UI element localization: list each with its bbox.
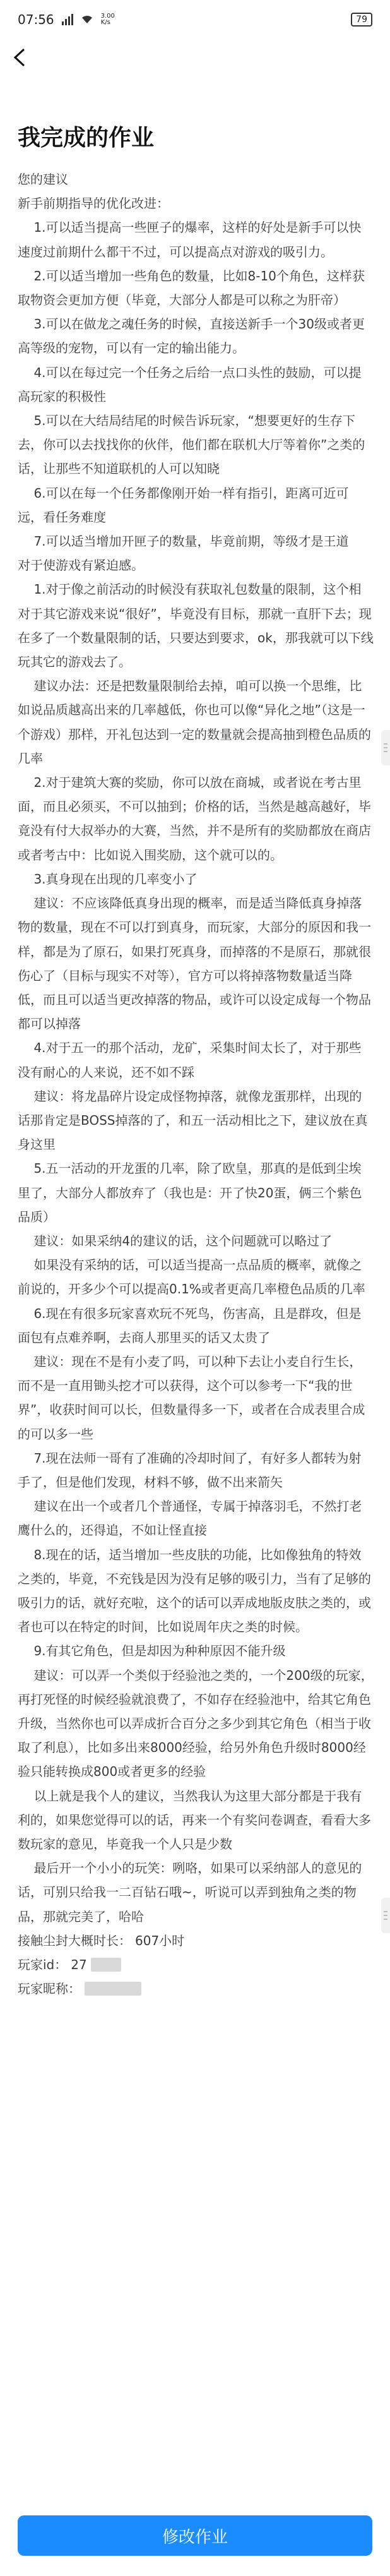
status-right bbox=[351, 13, 372, 27]
bottom-action-bar bbox=[0, 2495, 390, 2576]
signal-icon bbox=[62, 14, 73, 25]
paragraph: 6.现在有很多玩家喜欢玩不死鸟，伤害高，且是群攻，但是面包有点难养啊，去商人那里买的话又太贵了 bbox=[18, 1305, 362, 1345]
paragraph: 如果没有采纳的话，可以适当提高一点品质的概率，就像之前说的，开多少个可以提高0.1%或者更高几率橙色品质的几率 bbox=[18, 1257, 365, 1297]
paragraph: 对于使游戏有紧迫感。 bbox=[18, 558, 144, 573]
paragraph: 1.可以适当提高一些匣子的爆率，这样的好处是新手可以快速度过前期什么都干不过，可以提高点对游戏的吸引力。 bbox=[18, 220, 362, 260]
homework-content bbox=[0, 167, 390, 1929]
paragraph: 4.可以在每过完一个任务之后给一点口头性的鼓励，可以提高玩家的积极性 bbox=[18, 364, 362, 404]
paragraph: 1.对于像之前活动的时候没有获取礼包数量的限制，这个相对于其它游戏来说“很好”，毕竟没有目标，那就一直肝下去；现在多了一个数量限制的话，只要达到要求，ok，那我就可以下线玩其它的游戏去了。 bbox=[18, 582, 374, 670]
edit-homework-button[interactable]: 修改作业 bbox=[18, 2515, 372, 2556]
player-info bbox=[0, 1929, 390, 2001]
nav-bar bbox=[0, 39, 390, 76]
player-name-label: 玩家昵称： bbox=[18, 1980, 81, 1996]
wifi-icon bbox=[81, 12, 93, 27]
paragraph: 5.可以在大结局结尾的时候告诉玩家，“想要更好的生存下去，你可以去找找你的伙伴，他们都在联机大厅等着你”之类的话，让那些不知道联机的人可以知晓 bbox=[18, 413, 365, 477]
status-left bbox=[18, 12, 120, 27]
net-speed: 3.00 K/s bbox=[100, 13, 115, 26]
paragraph: 最后开一个小小的玩笑：咧咯，如果可以采纳部人的意见的话，可别只给我一二百钻石哦~，听说可以弄到独角之类的物品，那就完美了，哈哈 bbox=[18, 1860, 362, 1924]
play-hours-value: 607小时 bbox=[135, 1932, 185, 1948]
masked-name bbox=[85, 1982, 141, 1996]
paragraph: 建议办法：还是把数量限制给去掉，咱可以换一个思维，比如说品质越高出来的几率越低，你也可以像“异化之地”（这是一个游戏）那样，开礼包达到一定的数量就会提高抽到橙色品质的几率 bbox=[18, 678, 371, 766]
player-id-row bbox=[18, 1953, 372, 1977]
player-id-label: 玩家id： bbox=[18, 1956, 68, 1972]
paragraph: 建议：将龙晶碎片设定成怪物掉落，就像龙蛋那样，出现的话那肯定是BOSS掉落的了，和五一活动相比之下，建议放在真身这里 bbox=[18, 1088, 368, 1153]
paragraph: 以上就是我个人的建议，当然我认为这里大部分都是于我有利的，如果您觉得可以的话，再来一个有奖问卷调查，看看大多数玩家的意见，毕竟我一个人只是少数 bbox=[18, 1788, 371, 1852]
paragraph: 6.可以在每一个任务都像刚开始一样有指引，距离可近可远，看任务难度 bbox=[18, 485, 349, 525]
paragraph: 8.现在的话，适当增加一些皮肤的功能，比如像独角的特效之类的，毕竟，不充钱是因为没有足够的吸引力，当有了足够的吸引力的话，就好充啦，这个的话可以弄成地版皮肤之类的，或者也可以在特定的时间，比如说周年庆之类的时候。 bbox=[18, 1547, 371, 1635]
player-name-row bbox=[18, 1977, 372, 2001]
paragraph: 4.对于五一的那个活动，龙矿，采集时间太长了，对于那些没有耐心的人来说，还不如不踩 bbox=[18, 1040, 362, 1080]
side-drag-handle[interactable] bbox=[381, 1898, 390, 1933]
paragraph: 7.现在法师一哥有了准确的冷却时间了，有好多人都转为射手了，但是他们发现，材料不够，做不出来箭矢 bbox=[18, 1450, 362, 1490]
status-bar bbox=[0, 0, 390, 39]
battery-level: 79 bbox=[356, 15, 367, 25]
paragraph: 新手前期指导的优化改进： bbox=[18, 196, 169, 212]
masked-id bbox=[91, 1958, 121, 1972]
paragraph: 建议在出一个或者几个普通怪，专属于掉落羽毛，不然打老鹰什么的，还得追，不如让怪直接 bbox=[18, 1499, 362, 1538]
paragraph: 建议：现在不是有小麦了吗，可以种下去让小麦自行生长，而不是一直用锄头挖才可以获得，这个可以参考一下“我的世界”，收获时间可以长，但数量得多一下，或者在合成表里合成的可以多一些 bbox=[18, 1353, 365, 1442]
battery-icon bbox=[351, 13, 372, 27]
paragraph: 3.真身现在出现的几率变小了 bbox=[18, 871, 198, 887]
paragraph: 建议：不应该降低真身出现的概率，而是适当降低真身掉落物的数量，现在不可以打到真身，而玩家，大部分的原因和我一样，都是为了原石，如果打死真身，而掉落的不是原石，那就很伤心了（目标与现实不对等），官方可以将掉落物数量适当降低，而且可以适当更改掉落的物品，或许可以设定成每一个物品都可以掉落 bbox=[18, 896, 371, 1032]
player-id-value: 27 bbox=[71, 1956, 87, 1972]
paragraph: 7.可以适当增加开匣子的数量，毕竟前期，等级才是王道 bbox=[18, 534, 349, 549]
play-hours-row bbox=[18, 1929, 372, 1953]
paragraph: 建议：可以弄一个类似于经验池之类的，一个200级的玩家，再打死怪的时候经验就浪费了，不如存在经验池中，给其它角色升级，当然你也可以弄成折合百分之多少到其它角色（相当于收取了利息），比如多出来8000经验，给另外角色升级时8000经验只能转换成800或者更多的经验 bbox=[18, 1667, 374, 1780]
paragraph: 2.对于建筑大赛的奖励，你可以放在商城，或者说在考古里面，而且必须买，不可以抽到；价格的话，当然是越高越好，毕竟没有付大叔举办的大赛，当然，并不是所有的奖励都放在商店或者考古中：比如说入围奖励，这个就可以的。 bbox=[18, 775, 371, 863]
paragraph: 2.可以适当增加一些角色的数量，比如8-10个角色，这样获取物资会更加方便（毕竟，大部分人都是可以称之为肝帝） bbox=[18, 268, 365, 308]
paragraph: 3.可以在做龙之魂任务的时候，直接送新手一个30级或者更高等级的宠物，可以有一定的输出能力。 bbox=[18, 316, 365, 356]
paragraph: 9.有其它角色，但是却因为种种原因不能升级 bbox=[18, 1643, 286, 1659]
paragraph: 建议：如果采纳4的建议的话，这个问题就可以略过了 bbox=[18, 1233, 333, 1249]
play-hours-label: 接触尘封大概时长： bbox=[18, 1932, 131, 1948]
page-title: 我完成的作业 bbox=[18, 125, 155, 151]
back-arrow-icon[interactable] bbox=[9, 47, 30, 68]
side-drag-handle[interactable] bbox=[381, 730, 390, 765]
paragraph: 5.五一活动的开龙蛋的几率，除了欧皇，那真的是低到尘埃里了，大部分人都放弃了（我也是：开了快20蛋，俩三个紫色品质） bbox=[18, 1161, 362, 1225]
paragraph: 您的建议 bbox=[18, 172, 68, 187]
status-time: 07:56 bbox=[18, 12, 54, 27]
